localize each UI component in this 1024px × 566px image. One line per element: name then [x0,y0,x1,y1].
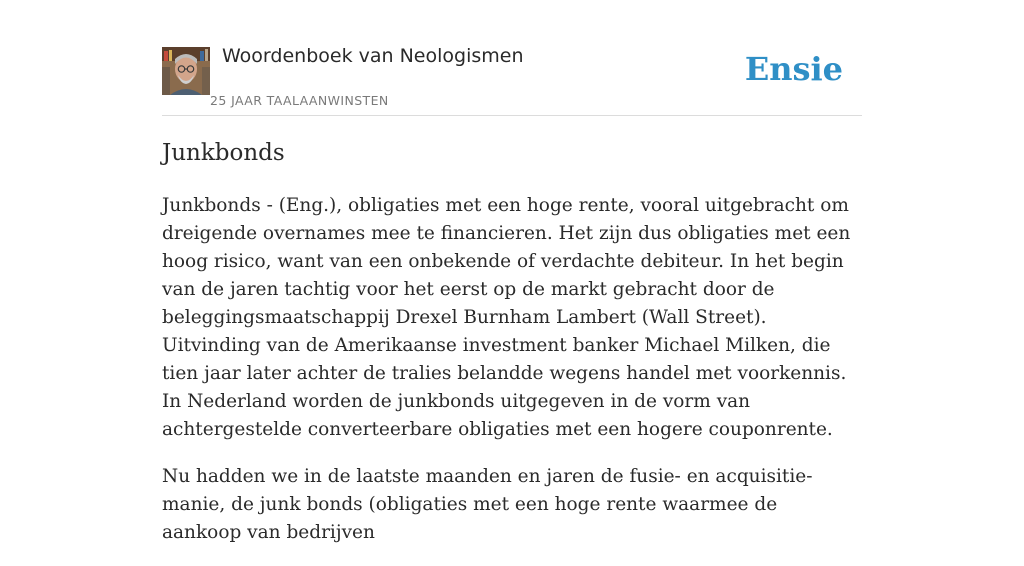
article-paragraph: Nu hadden we in de laatste maanden en jaren de fusie- en acquisitie-manie, de junk bonds (obligaties met een hoge rente waarmee de aankoop van bedrijven [162,466,813,543]
site-title[interactable]: Woordenboek van Neologismen [222,45,524,67]
page-container [162,0,862,543]
site-header [162,0,862,116]
author-photo-avatar [162,47,210,95]
site-tagline: 25 JAAR TAALAANWINSTEN [210,93,389,108]
article-title: Junkbonds [162,140,285,166]
avatar[interactable] [162,47,210,95]
article-paragraph: Junkbonds - (Eng.), obligaties met een hoge rente, vooral uitgebracht om dreigende overnames mee te financieren. Het zijn dus obligaties met een hoog risico, want van een onbekende of verdachte debiteur. In het begin van de jaren tachtig voor het eerst op de markt gebracht door de beleggingsmaatschappij Drexel Burnham Lambert (Wall Street). Uitvinding van de Amerikaanse investment banker Michael Milken, die tien jaar later achter de tralies belandde wegens handel met voorkennis. In Nederland worden de junkbonds uitgegeven in de vorm van achtergestelde converteerbare obligaties met een hogere couponrente. [162,195,851,440]
ensie-logo[interactable]: Ensie [744,50,843,88]
article-body [162,192,862,566]
